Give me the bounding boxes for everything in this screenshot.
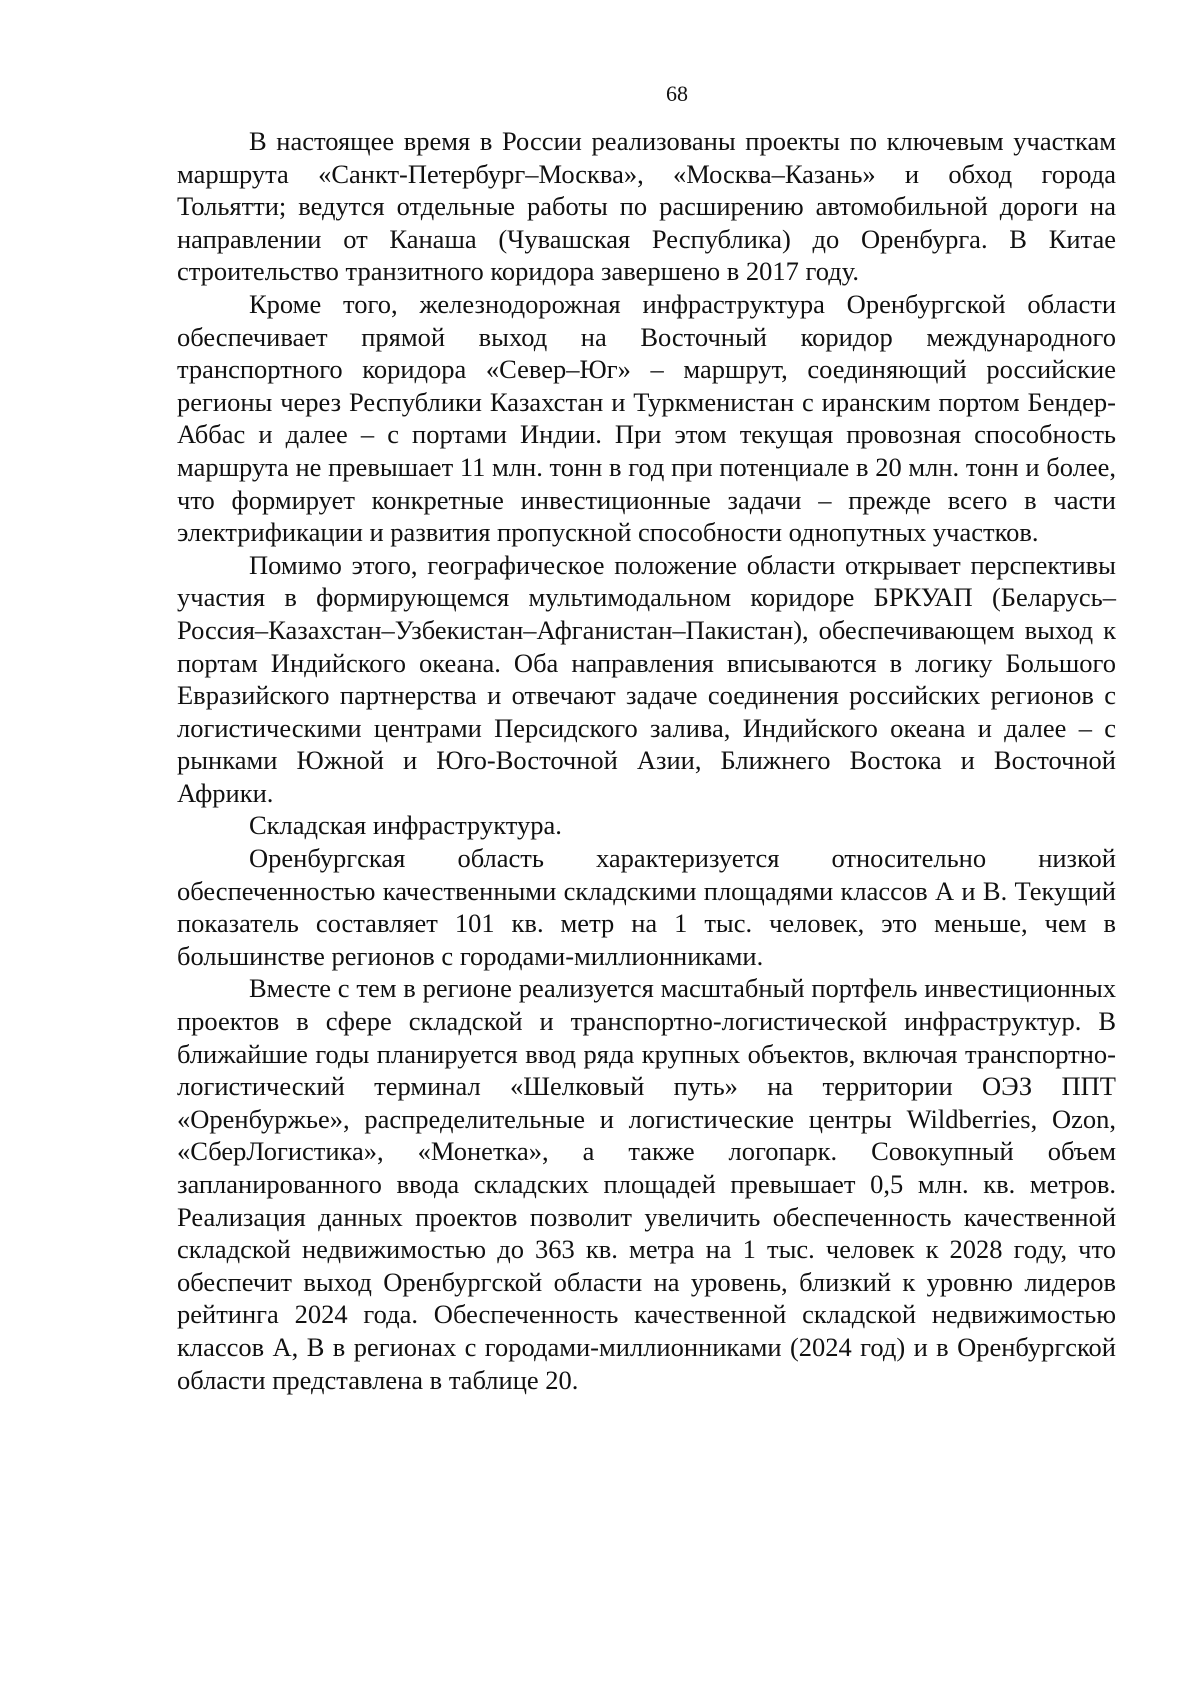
section-heading-warehouse: Складская инфраструктура. bbox=[249, 810, 562, 841]
page-number: 68 bbox=[666, 81, 688, 106]
paragraph-investment-portfolio: Вместе с тем в регионе реализуется масштабный портфель инвестиционных проектов в сфере складской и транспортно-логистической инфраструктур. В ближайшие годы планируется ввод ряда крупных объектов, включая транспортно-логистический терминал «Шелковый путь» на территории ОЭЗ ППТ «Оренбуржье», распределительные и логистические центры Wildberries, Ozon, «СберЛогистика», «Монетка», а также логопарк. Совокупный объем запланированного ввода складских площадей превышает 0,5 млн. кв. метров. Реализация данных проектов позволит увеличить обеспеченность качественной складской недвижимостью до 363 кв. метра на 1 тыс. человек к 2028 году, что обеспечит выход Оренбургской области на уровень, близкий к уровню лидеров рейтинга 2024 года. Обеспеченность качественной складской недвижимостью классов А, В в регионах с городами-миллионниками (2024 год) и в Оренбургской области представлена в таблице 20. bbox=[177, 973, 1116, 1395]
body-text bbox=[177, 125, 1116, 1396]
paragraph-brkuap-corridor: Помимо этого, географическое положение области открывает перспективы участия в формирующемся мультимодальном коридоре БРКУАП (Беларусь–Россия–Казахстан–Узбекистан–Афганистан–Пакистан), обеспечивающем выход к портам Индийского океана. Оба направления вписываются в логику Большого Евразийского партнерства и отвечают задаче соединения российских регионов с логистическими центрами Персидского залива, Индийского океана и далее – с рынками Южной и Юго-Восточной Азии, Ближнего Востока и Восточной Африки. bbox=[177, 549, 1116, 808]
paragraph-road-projects: В настоящее время в России реализованы проекты по ключевым участкам маршрута «Санкт-Петербург–Москва», «Москва–Казань» и обход города Тольятти; ведутся отдельные работы по расширению автомобильной дороги на направлении от Канаша (Чувашская Республика) до Оренбурга. В Китае строительство транзитного коридора завершено в 2017 году. bbox=[177, 126, 1116, 287]
paragraph-warehouse-supply: Оренбургская область характеризуется относительно низкой обеспеченностью качественными складскими площадями классов А и В. Текущий показатель составляет 101 кв. метр на 1 тыс. человек, это меньше, чем в большинстве регионов с городами-миллионниками. bbox=[177, 843, 1116, 971]
paragraph-railway-north-south: Кроме того, железнодорожная инфраструктура Оренбургской области обеспечивает прямой выход на Восточный коридор международного транспортного коридора «Север–Юг» – маршрут, соединяющий российские регионы через Республики Казахстан и Туркменистан с иранским портом Бендер-Аббас и далее – с портами Индии. При этом текущая провозная способность маршрута не превышает 11 млн. тонн в год при потенциале в 20 млн. тонн и более, что формирует конкретные инвестиционные задачи – прежде всего в части электрификации и развития пропускной способности однопутных участков. bbox=[177, 288, 1116, 548]
